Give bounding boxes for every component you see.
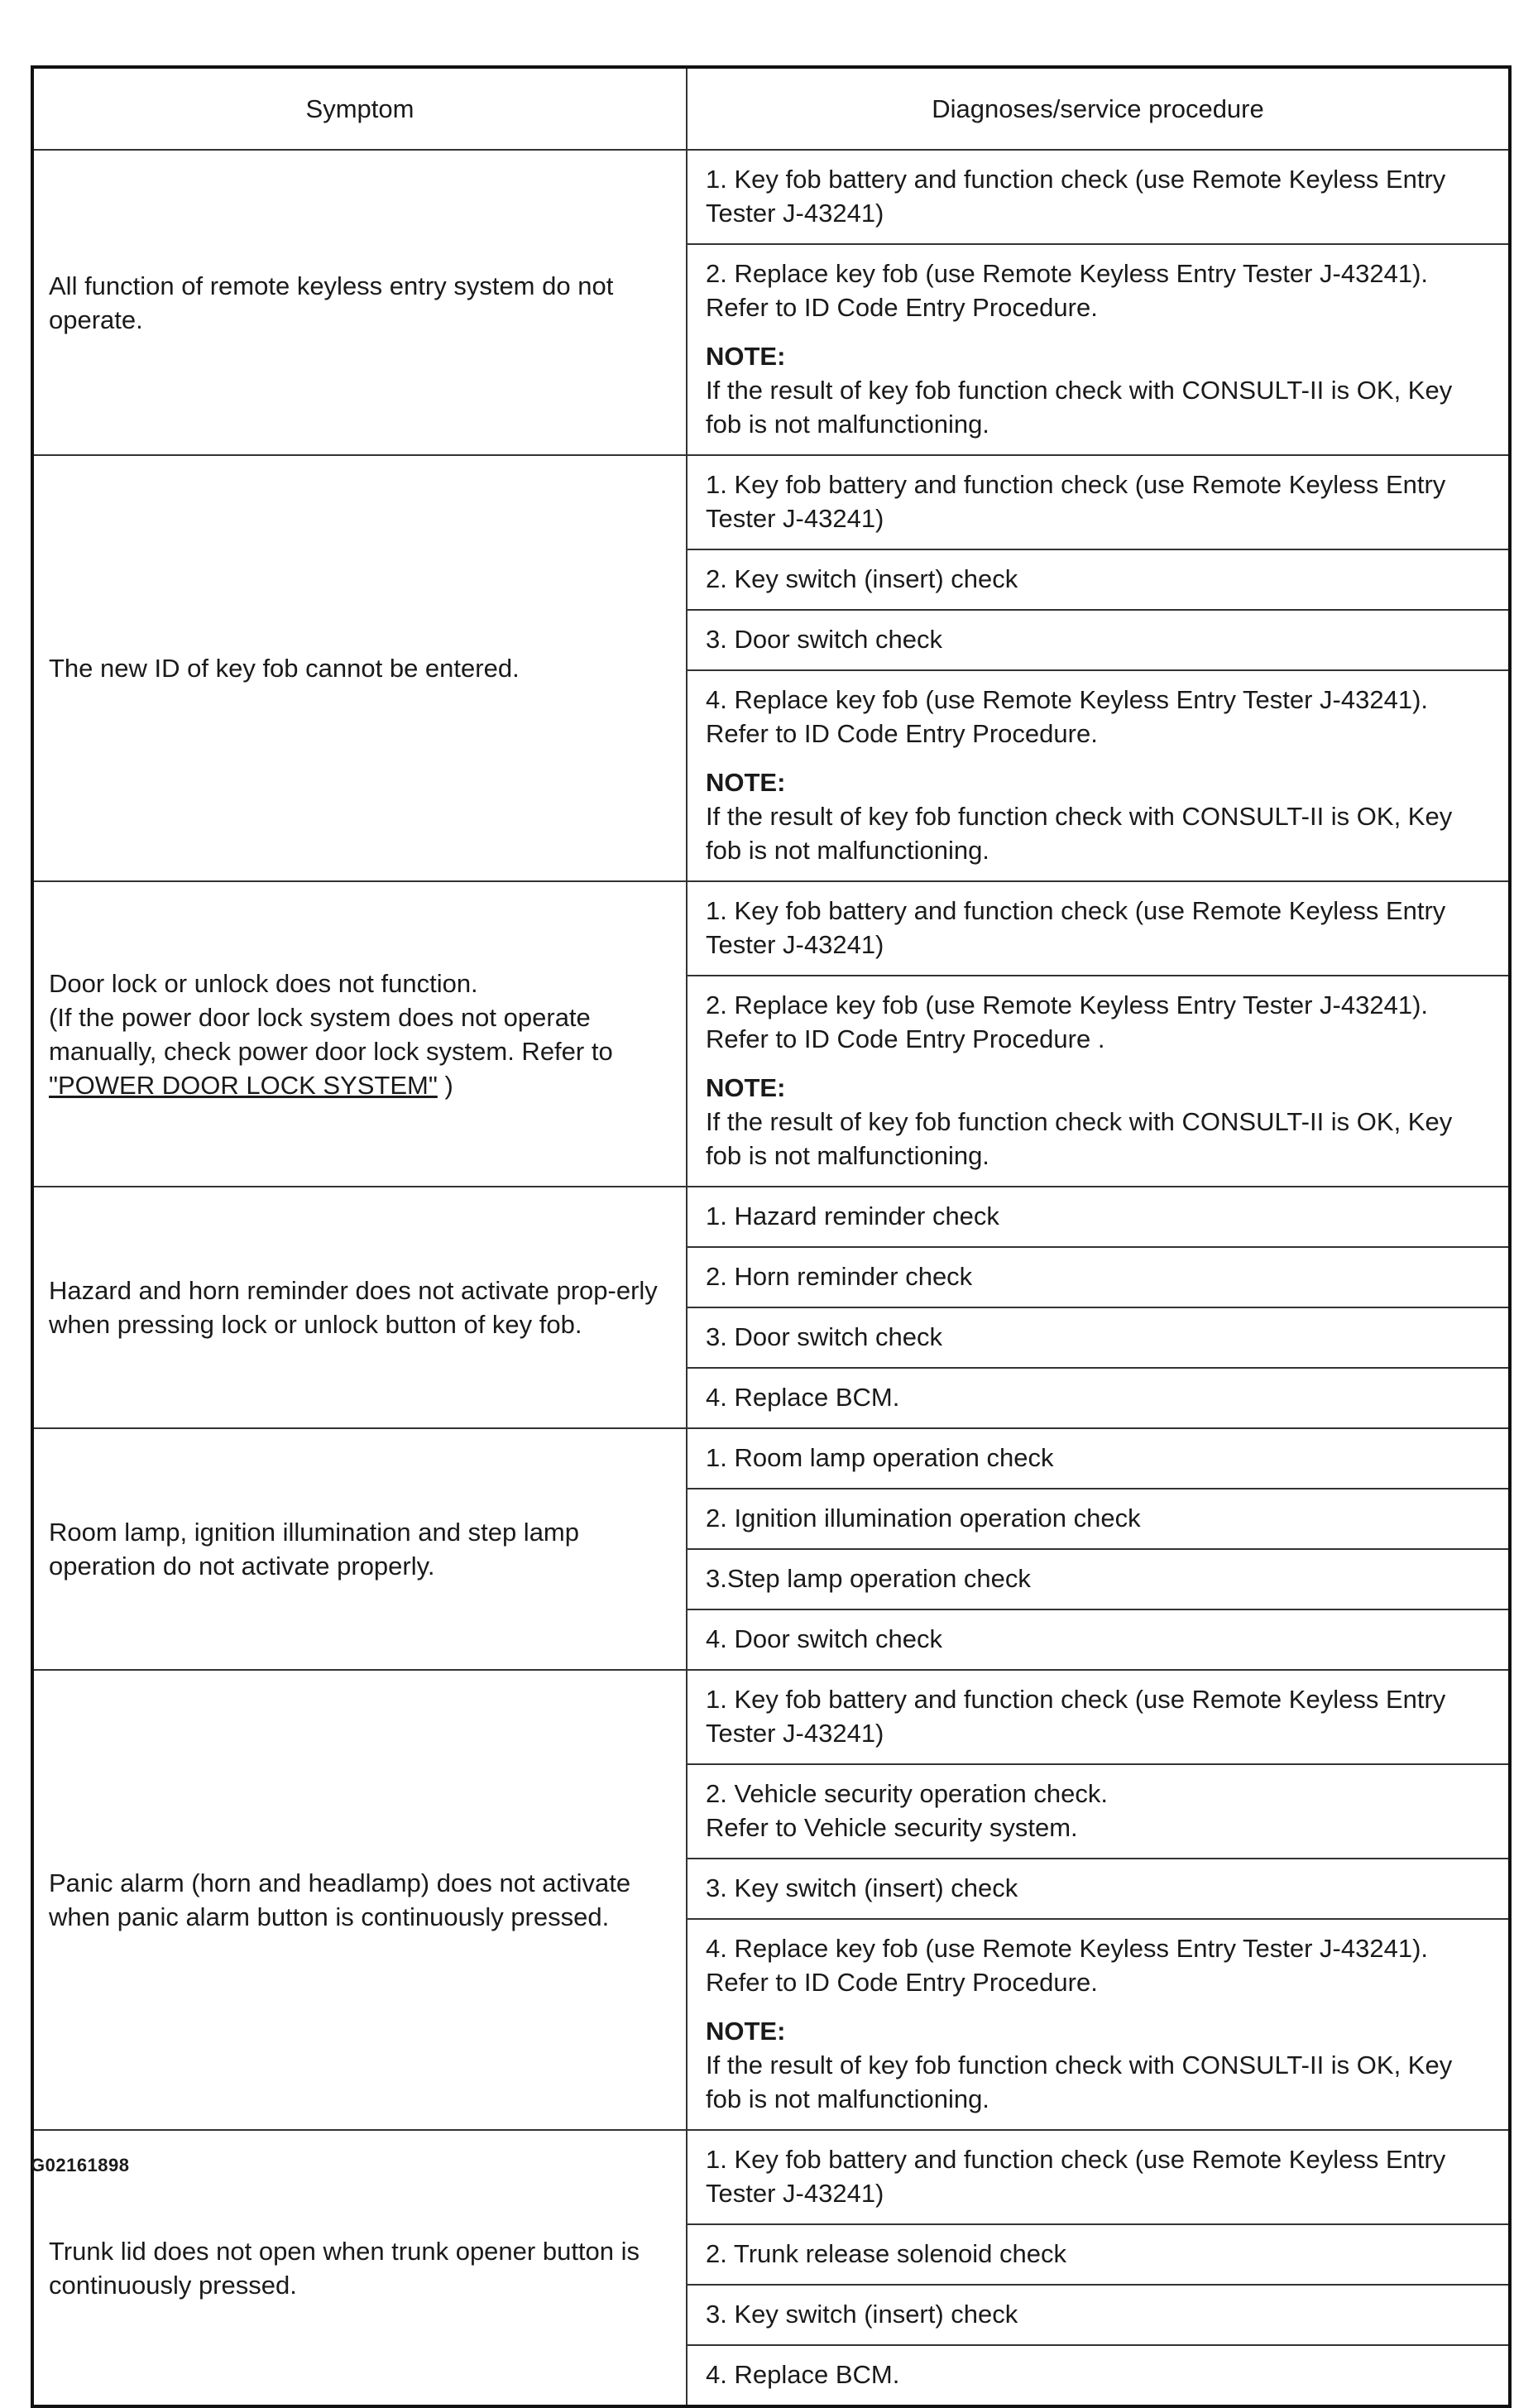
note-text: If the result of key fob function check with CONSULT-II is OK, Key fob is not malfunctioning.: [706, 1107, 1453, 1170]
step-text: 4. Replace key fob (use Remote Keyless Entry Tester J-43241). Refer to ID Code Entry Procedure.: [706, 685, 1429, 748]
symptom-cell: [32, 881, 687, 1187]
column-header-procedure: Diagnoses/service procedure: [687, 67, 1510, 150]
procedure-step: 1. Key fob battery and function check (use Remote Keyless Entry Tester J-43241): [687, 1670, 1510, 1764]
procedure-step: 1. Key fob battery and function check (use Remote Keyless Entry Tester J-43241): [687, 455, 1510, 549]
procedure-step: 1. Room lamp operation check: [687, 1428, 1510, 1489]
procedure-step: [687, 244, 1510, 455]
table-row: [32, 2130, 1510, 2224]
note-text: If the result of key fob function check with CONSULT-II is OK, Key fob is not malfunctioning.: [706, 802, 1453, 865]
symptom-diagnosis-table: [31, 65, 1512, 2408]
procedure-step: 1. Key fob battery and function check (use Remote Keyless Entry Tester J-43241): [687, 2130, 1510, 2224]
step-text: 4. Replace key fob (use Remote Keyless Entry Tester J-43241). Refer to ID Code Entry Procedure.: [706, 1934, 1429, 1997]
symptom-text: Door lock or unlock does not function.: [49, 968, 478, 998]
power-door-lock-link[interactable]: "POWER DOOR LOCK SYSTEM": [49, 1070, 438, 1100]
procedure-step: [687, 1919, 1510, 2130]
note-label: NOTE:: [706, 342, 786, 371]
symptom-tail: ): [444, 1070, 453, 1100]
procedure-step: 2. Horn reminder check: [687, 1247, 1510, 1307]
procedure-step: 4. Replace BCM.: [687, 2345, 1510, 2406]
step-text: 2. Replace key fob (use Remote Keyless Entry Tester J-43241). Refer to ID Code Entry Procedure .: [706, 991, 1429, 1053]
procedure-step: 3.Step lamp operation check: [687, 1549, 1510, 1609]
table-row: [32, 1428, 1510, 1489]
table-row: [32, 881, 1510, 976]
procedure-step: 3. Key switch (insert) check: [687, 2285, 1510, 2345]
procedure-step: 3. Key switch (insert) check: [687, 1859, 1510, 1919]
diagnosis-sheet: [31, 65, 1508, 2408]
procedure-step: 4. Replace BCM.: [687, 1368, 1510, 1428]
note-text: If the result of key fob function check with CONSULT-II is OK, Key fob is not malfunctioning.: [706, 376, 1453, 439]
symptom-cell: Panic alarm (horn and headlamp) does not activate when panic alarm button is continuously pressed.: [32, 1670, 687, 2130]
symptom-cell: Hazard and horn reminder does not activate prop-erly when pressing lock or unlock button of key fob.: [32, 1187, 687, 1428]
procedure-step: [687, 976, 1510, 1187]
table-row: [32, 150, 1510, 244]
procedure-step: 4. Door switch check: [687, 1609, 1510, 1670]
procedure-step: [687, 670, 1510, 881]
step-text: 2. Vehicle security operation check.: [706, 1779, 1108, 1808]
symptom-cell: Room lamp, ignition illumination and step lamp operation do not activate properly.: [32, 1428, 687, 1670]
procedure-step: 2. Trunk release solenoid check: [687, 2224, 1510, 2285]
symptom-cell: The new ID of key fob cannot be entered.: [32, 455, 687, 881]
procedure-step: 1. Key fob battery and function check (use Remote Keyless Entry Tester J-43241): [687, 150, 1510, 244]
symptom-extra: (If the power door lock system does not operate manually, check power door lock system. Refer to: [49, 1002, 613, 1066]
table-row: [32, 1187, 1510, 1247]
step-text: 2. Replace key fob (use Remote Keyless Entry Tester J-43241). Refer to ID Code Entry Procedure.: [706, 259, 1429, 322]
procedure-step: 2. Key switch (insert) check: [687, 549, 1510, 610]
symptom-cell: All function of remote keyless entry system do not operate.: [32, 150, 687, 455]
table-header-row: [32, 67, 1510, 150]
note-label: NOTE:: [706, 1073, 786, 1102]
procedure-step: 3. Door switch check: [687, 610, 1510, 670]
procedure-step: [687, 1764, 1510, 1859]
procedure-step: 2. Ignition illumination operation check: [687, 1489, 1510, 1549]
figure-code: G02161898: [31, 2155, 130, 2175]
table-row: [32, 1670, 1510, 1764]
note-label: NOTE:: [706, 768, 786, 797]
procedure-step: 1. Key fob battery and function check (use Remote Keyless Entry Tester J-43241): [687, 881, 1510, 976]
column-header-symptom: Symptom: [32, 67, 687, 150]
symptom-cell: Trunk lid does not open when trunk opener button is continuously pressed.: [32, 2130, 687, 2406]
procedure-step: 1. Hazard reminder check: [687, 1187, 1510, 1247]
note-label: NOTE:: [706, 2017, 786, 2046]
step-text-extra: Refer to Vehicle security system.: [706, 1813, 1078, 1842]
note-text: If the result of key fob function check with CONSULT-II is OK, Key fob is not malfunctioning.: [706, 2051, 1453, 2113]
procedure-step: 3. Door switch check: [687, 1307, 1510, 1368]
table-row: [32, 455, 1510, 549]
